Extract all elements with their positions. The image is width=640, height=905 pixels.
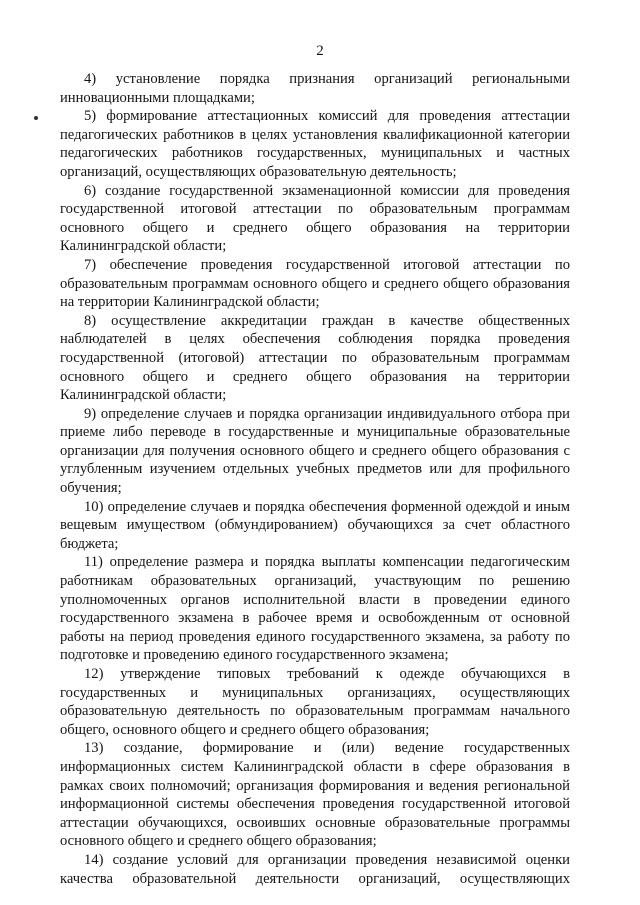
paragraph-item-11: 11) определение размера и порядка выплаты компенсации педагогическим работникам образовательных организаций, участвующим по решению уполномоченных органов исполнительной власти в проведении единого государственного экзамена в рабочее время и освобожденным от основной работы на период проведения единого государственного экзамена, за работу по подготовке и проведению единого государственного экзамена;: [60, 554, 570, 664]
paragraph-item-5: 5) формирование аттестационных комиссий для проведения аттестации педагогических работников в целях установления квалификационной категории педагогических работников государственных, муниципальных и частных организаций, осуществляющих образовательную деятельность;: [60, 108, 570, 180]
paragraph-item-13: 13) создание, формирование и (или) ведение государственных информационных систем Калининградской области в сфере образования в рамках своих полномочий; организация формирования и ведения региональной информационной системы обеспечения проведения государственной итоговой аттестации обучающихся, освоивших основные образовательные программы основного общего и среднего общего образования;: [60, 740, 570, 850]
page-number: 2: [316, 43, 324, 59]
paragraph-item-7: 7) обеспечение проведения государственной итоговой аттестации по образовательным программам основного общего и среднего общего образования на территории Калининградской области;: [60, 256, 570, 311]
paragraph-item-8: 8) осуществление аккредитации граждан в качестве общественных наблюдателей в целях обеспечения соблюдения порядка проведения государственной (итоговой) аттестации по образовательным программам основного общего и среднего общего образования на территории Калининградской области;: [60, 312, 570, 404]
paragraph-item-4: 4) установление порядка признания организаций региональными инновационными площадками;: [60, 71, 570, 106]
paragraph-item-10: 10) определение случаев и порядка обеспечения форменной одеждой и иным вещевым имуществом (обмундированием) обучающихся за счет областного бюджета;: [60, 498, 570, 552]
paragraph-item-14: 14) создание условий для организации проведения независимой оценки качества образовательной деятельности организаций, осуществляющих: [60, 851, 570, 887]
scan-artifact-dot: [34, 116, 38, 120]
paragraph-item-12: 12) утверждение типовых требований к одежде обучающихся в государственных и муниципальных организациях, осуществляющих образовательную деятельность по образовательным программам начального общего, основного общего и среднего общего образования;: [60, 666, 570, 738]
paragraph-item-6: 6) создание государственной экзаменационной комиссии для проведения государственной итоговой аттестации по образовательным программам основного общего и среднего общего образования на территории Калининградской области;: [60, 182, 570, 255]
paragraph-item-9: 9) определение случаев и порядка организации индивидуального отбора при приеме либо переводе в государственные и муниципальные образовательные организации для получения основного общего и среднего общего образования с углубленным изучением отдельных учебных предметов или для профильного обучения;: [60, 405, 570, 497]
document-body: [60, 70, 570, 888]
